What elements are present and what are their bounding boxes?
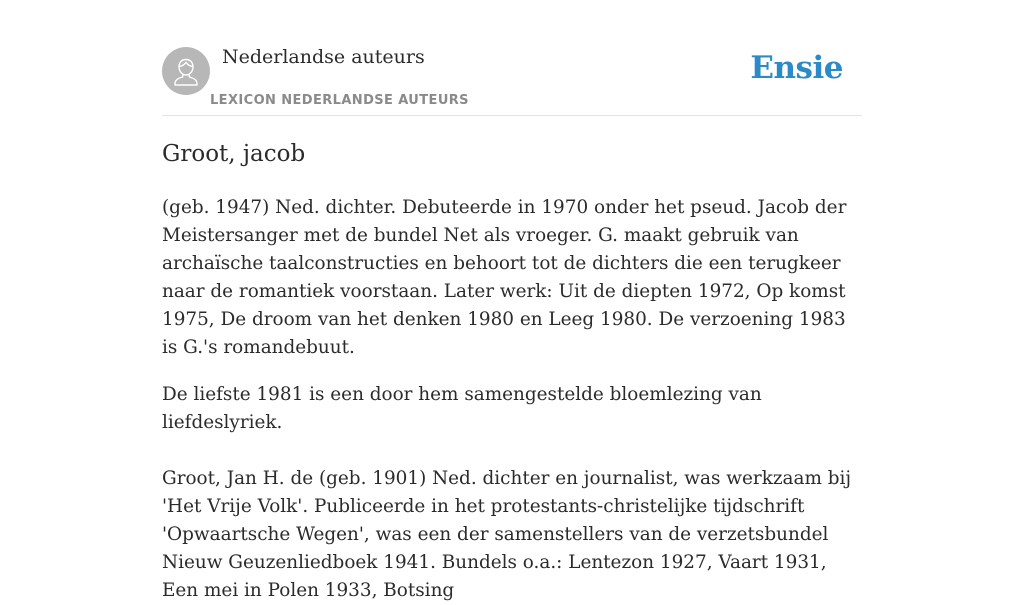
page-header (162, 0, 862, 116)
article-paragraph: De liefste 1981 is een door hem samengestelde bloemlezing van liefdeslyriek. (162, 384, 762, 433)
ensie-logo[interactable]: Ensie (750, 50, 843, 86)
lexicon-link[interactable]: LEXICON NEDERLANDSE AUTEURS (210, 93, 469, 108)
author-avatar[interactable] (162, 47, 210, 95)
author-name[interactable]: Nederlandse auteurs (222, 46, 425, 68)
article-paragraph: (geb. 1947) Ned. dichter. Debuteerde in 1970 onder het pseud. Jacob der Meistersanger met de bundel Net als vroeger. G. maakt gebruik van archaïsche taalconstructies en behoort tot de dichters die een terugkeer naar de romantiek voorstaan. Later werk: Uit de diepten 1972, Op komst 1975, De droom van het denken 1980 en Leeg 1980. De verzoening 1983 is G.'s romandebuut. (162, 197, 847, 358)
article-paragraph: Groot, Jan H. de (geb. 1901) Ned. dichter en journalist, was werkzaam bij 'Het Vrije Volk'. Publiceerde in het protestants-christelijke tijdschrift 'Opwaartsche Wegen', was een der samenstellers van de verzetsbundel Nieuw Geuzenliedboek 1941. Bundels o.a.: Lentezon 1927, Vaart 1931, Een mei in Polen 1933, Botsing (162, 468, 852, 601)
article-content (162, 138, 862, 605)
article-title: Groot, jacob (162, 141, 306, 167)
user-avatar-icon (162, 47, 210, 95)
